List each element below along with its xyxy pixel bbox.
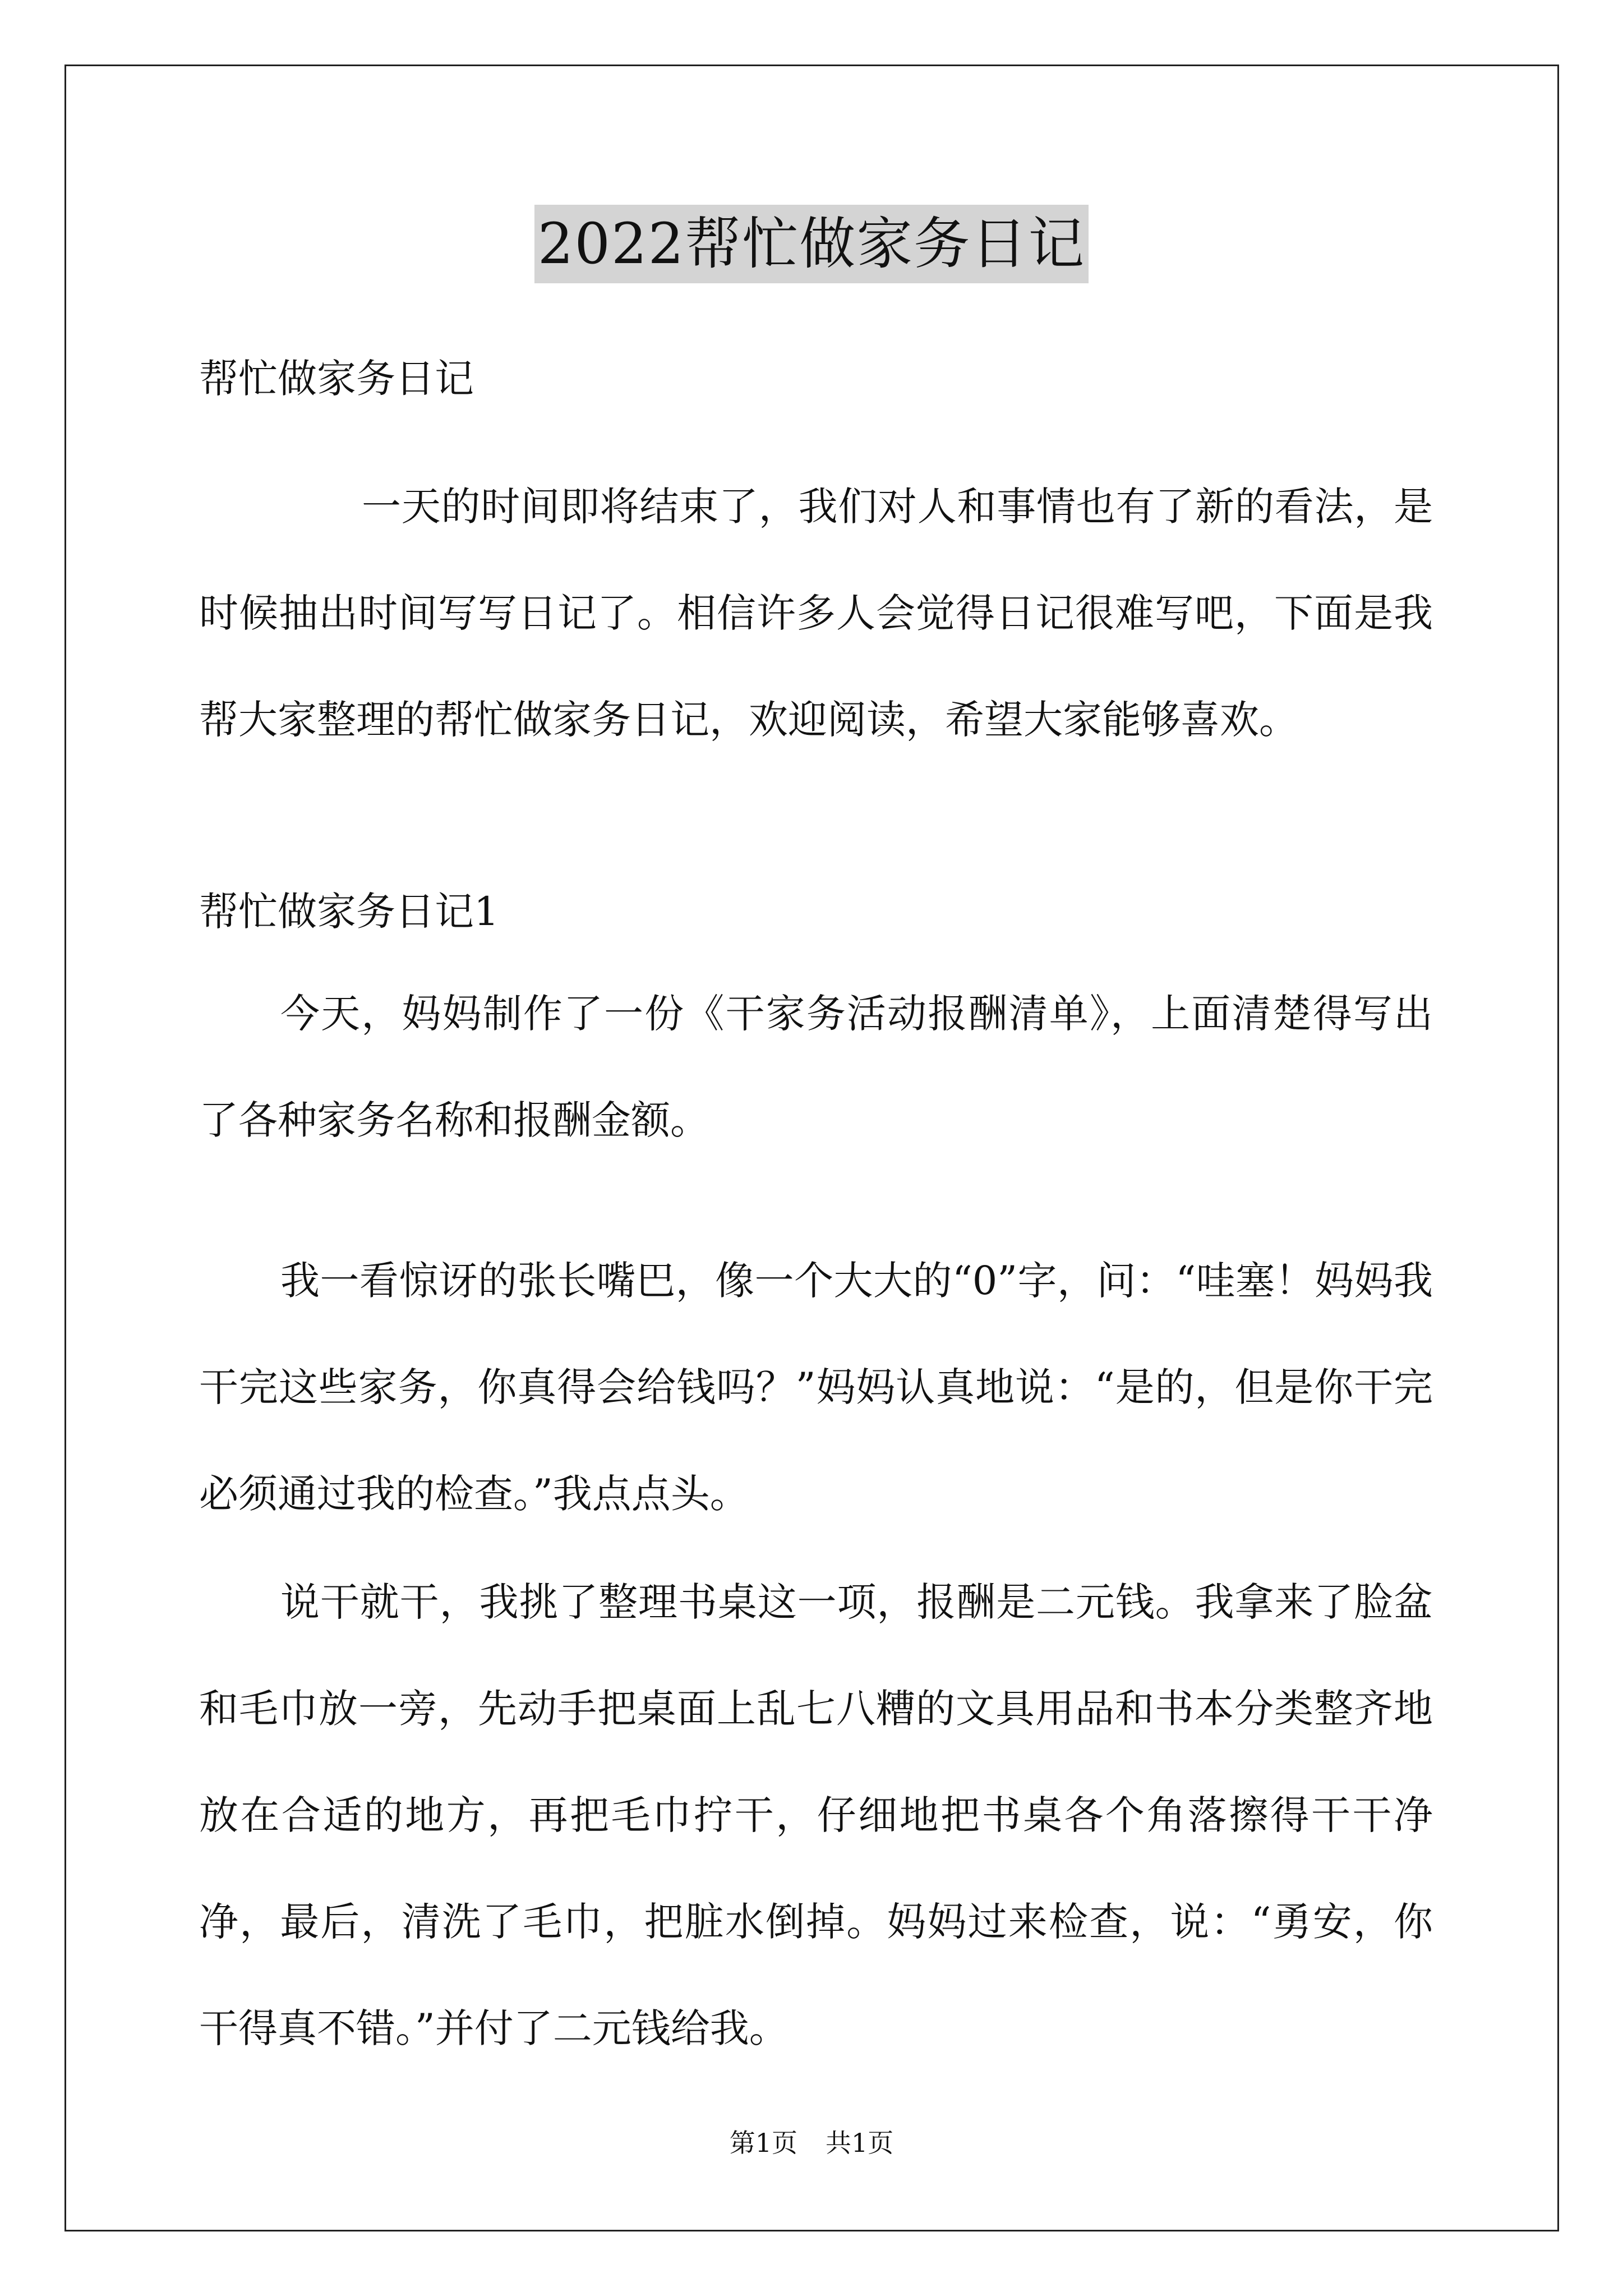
page-total: 共1页 bbox=[826, 2128, 894, 2158]
page-number: 第1页 bbox=[729, 2128, 797, 2158]
title-container bbox=[0, 205, 1623, 283]
page-footer bbox=[0, 2126, 1623, 2160]
document-title: 2022帮忙做家务日记 bbox=[534, 205, 1089, 283]
document-subtitle: 帮忙做家务日记 bbox=[199, 356, 474, 402]
section-title: 帮忙做家务日记1 bbox=[199, 889, 499, 935]
body-paragraph: 说干就干，我挑了整理书桌这一项，报酬是二元钱。我拿来了脸盆和毛巾放一旁，先动手把桌面上乱七八糟的文具用品和书本分类整齐地放在合适的地方，再把毛巾拧干，仔细地把书桌各个角落擦得干干净净，最后，清洗了毛巾，把脏水倒掉。妈妈过来检查，说：“勇安，你干得真不错。”并付了二元钱给我。 bbox=[199, 1579, 1433, 2051]
body-paragraph: 我一看惊讶的张长嘴巴，像一个大大的“0”字，问：“哇塞！妈妈我干完这些家务，你真得会给钱吗？”妈妈认真地说：“是的，但是你干完必须通过我的检查。”我点点头。 bbox=[199, 1258, 1433, 1517]
intro-paragraph: 一天的时间即将结束了，我们对人和事情也有了新的看法，是时候抽出时间写写日记了。相信许多人会觉得日记很难写吧，下面是我帮大家整理的帮忙做家务日记，欢迎阅读，希望大家能够喜欢。 bbox=[199, 484, 1433, 743]
body-paragraph: 今天，妈妈制作了一份《干家务活动报酬清单》，上面清楚得写出了各种家务名称和报酬金额。 bbox=[199, 991, 1433, 1143]
